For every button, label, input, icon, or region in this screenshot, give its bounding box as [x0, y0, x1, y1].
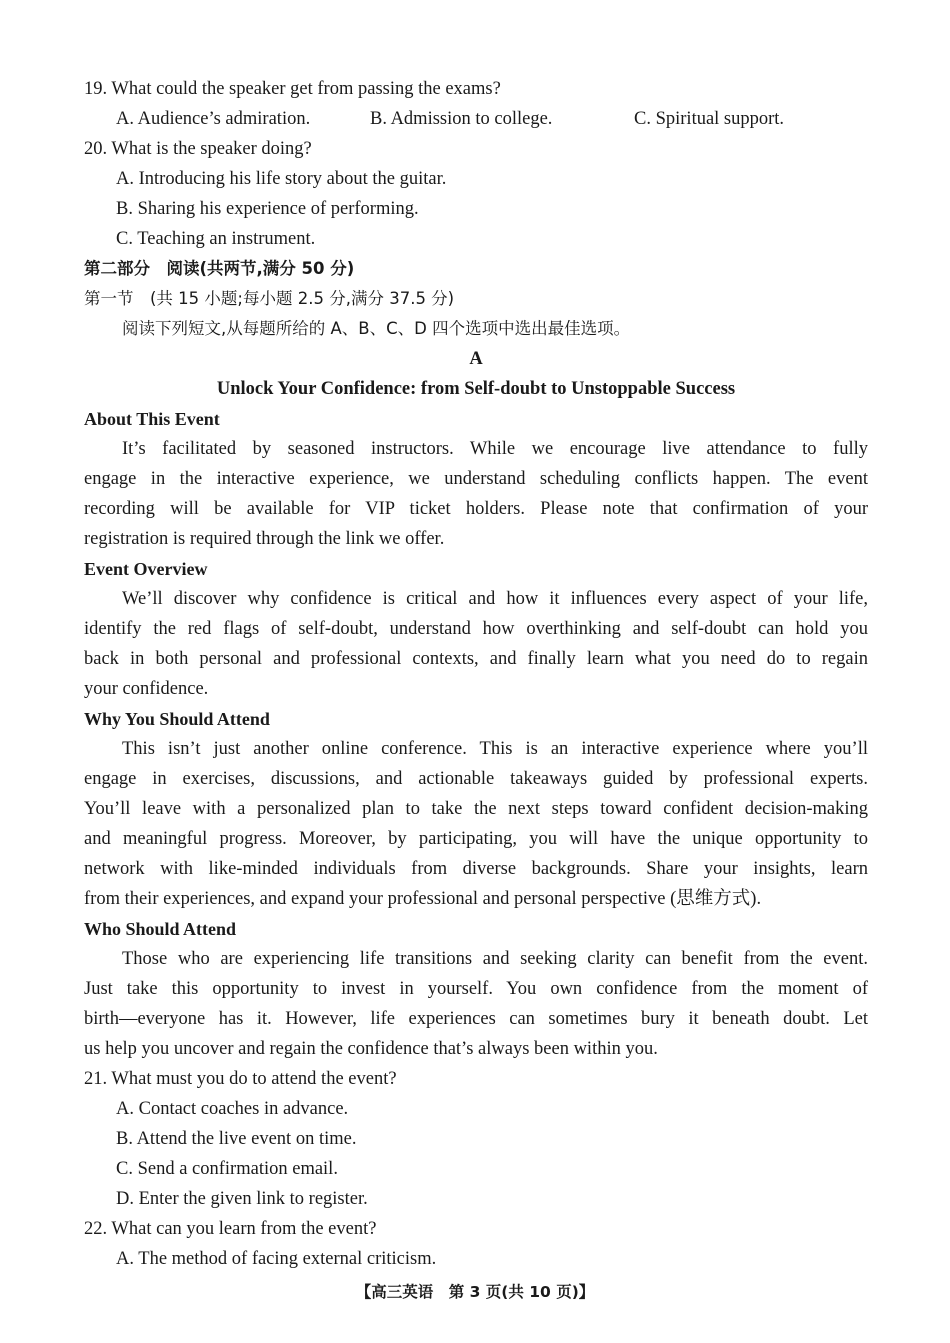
option-a: A. Audience’s admiration.: [116, 109, 311, 129]
paragraph-line: Those who are experiencing life transitions and seeking clarity can benefit from the event.: [122, 949, 868, 969]
section-heading: About This Event: [84, 409, 220, 429]
paragraph-line: network with like-minded individuals from diverse backgrounds. Share your insights, learn: [84, 859, 868, 879]
paragraph-line: your confidence.: [84, 679, 209, 699]
paragraph-line: Just take this opportunity to invest in yourself. You own confidence from the moment of: [84, 979, 868, 999]
paragraph-line: We’ll discover why confidence is critical and how it influences every aspect of your life,: [122, 589, 868, 609]
passage-title: Unlock Your Confidence: from Self-doubt to Unstoppable Success: [216, 379, 736, 399]
paragraph-line: from their experiences, and expand your professional and personal perspective (思维方式).: [84, 889, 762, 909]
option-a: A. The method of facing external criticism.: [116, 1249, 437, 1269]
option-a: A. Introducing his life story about the guitar.: [116, 169, 447, 189]
paragraph-line: You’ll leave with a personalized plan to take the next steps toward confident decision-making: [84, 799, 868, 819]
paragraph-line: registration is required through the link we offer.: [84, 529, 445, 549]
question-19-options: [84, 104, 868, 134]
section-heading: Why You Should Attend: [84, 709, 270, 729]
section-heading: Who Should Attend: [84, 919, 237, 939]
paragraph-line: us help you uncover and regain the confidence that’s always been within you.: [84, 1039, 658, 1059]
paragraph-line: and meaningful progress. Moreover, by participating, you will have the unique opportunity to: [84, 829, 868, 849]
option-c: C. Teaching an instrument.: [116, 229, 316, 249]
option-b: B. Attend the live event on time.: [116, 1129, 357, 1149]
passage-letter: A: [469, 349, 483, 369]
paragraph-line: birth—everyone has it. However, life experiences can sometimes bury it beneath doubt. Let: [84, 1009, 868, 1029]
paragraph-line: engage in exercises, discussions, and actionable takeaways guided by professional experts.: [84, 769, 868, 789]
paragraph-line: This isn’t just another online conference. This is an interactive experience where you’ll: [122, 739, 868, 759]
question-19-stem: 19. What could the speaker get from passing the exams?: [84, 79, 501, 99]
passage-body: [84, 404, 868, 1064]
instruction: 阅读下列短文,从每题所给的 A、B、C、D 四个选项中选出最佳选项。: [122, 319, 631, 338]
paragraph-line: identify the red flags of self-doubt, understand how overthinking and self-doubt can hold you: [84, 619, 868, 639]
option-b: B. Sharing his experience of performing.: [116, 199, 419, 219]
paragraph-line: It’s facilitated by seasoned instructors. While we encourage live attendance to fully: [122, 439, 868, 459]
option-a: A. Contact coaches in advance.: [116, 1099, 349, 1119]
option-d: D. Enter the given link to register.: [116, 1189, 368, 1209]
section-1-heading: 第一节 (共 15 小题;每小题 2.5 分,满分 37.5 分): [84, 289, 455, 308]
question-22-stem: 22. What can you learn from the event?: [84, 1219, 377, 1239]
option-c: C. Send a confirmation email.: [116, 1159, 338, 1179]
section-heading: Event Overview: [84, 559, 208, 579]
paragraph-line: recording will be available for VIP ticket holders. Please note that confirmation of your: [84, 499, 868, 519]
question-21-stem: 21. What must you do to attend the event?: [84, 1069, 397, 1089]
page-footer: 【高三英语 第 3 页(共 10 页)】: [355, 1283, 595, 1301]
question-20-stem: 20. What is the speaker doing?: [84, 139, 312, 159]
part-2-heading: 第二部分 阅读(共两节,满分 50 分): [84, 259, 355, 278]
paragraph-line: back in both personal and professional contexts, and finally learn what you need do to regain: [84, 649, 868, 669]
option-b: B. Admission to college.: [370, 109, 553, 129]
exam-page: [84, 74, 868, 1274]
option-c: C. Spiritual support.: [634, 109, 785, 129]
paragraph-line: engage in the interactive experience, we understand scheduling conflicts happen. The event: [84, 469, 868, 489]
